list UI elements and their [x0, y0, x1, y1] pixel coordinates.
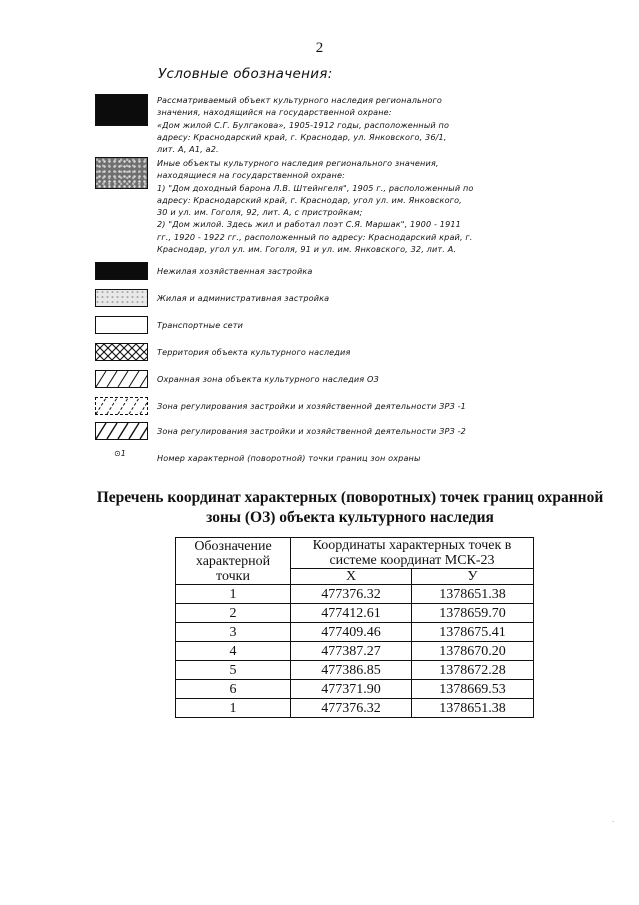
- cell-y: 1378675.41: [412, 623, 534, 642]
- legend-swatch-black: [95, 262, 148, 280]
- legend-text: Зона регулирования застройки и хозяйственной деятельности ЗРЗ -2: [157, 426, 466, 436]
- legend-text: Иные объекты культурного наследия регионального значения, находящиеся на государственной охране: 1) "Дом доходный барона Л.В. Штейнгеля", 1905 г., расположенный по адресу: Краснодарский край, г. Краснодар, угол ул. им. Янковского, 30 и ул. им. Гоголя, 92, лит. А, с пристройкам; 2) "Дом жилой. Здесь жил и работал поэт С.Я. Маршак", 1900 - 1911 гг., 1920 - 1922 гг., расположенный по адресу: Краснодарский край, г. Краснодар, угол ул. им. Гоголя, 91 и ул. им. Янковского, 32, лит. А.: [157, 158, 474, 255]
- legend-text: Транспортные сети: [157, 320, 244, 330]
- cell-point: 2: [176, 604, 291, 623]
- header-y: У: [412, 569, 534, 585]
- legend-text: Номер характерной (поворотной) точки границ зон охраны: [157, 453, 421, 463]
- header-x: X: [291, 569, 412, 585]
- legend-swatch-gray: [95, 157, 148, 189]
- scan-mark: ·: [612, 818, 615, 826]
- cell-x: 477376.32: [291, 699, 412, 718]
- table-row: [176, 585, 534, 604]
- legend-text: Рассматриваемый объект культурного наследия регионального значения, находящийся на государственной охране: «Дом жилой С.Г. Булгакова», 1905-1912 годы, расположенный по адресу: Краснодарский край, г. Краснодар, ул. Янковского, 36/1, лит. А, А1, а2.: [157, 95, 450, 155]
- cell-x: 477376.32: [291, 585, 412, 604]
- legend-text: Жилая и административная застройка: [157, 293, 330, 303]
- cell-y: 1378651.38: [412, 585, 534, 604]
- cell-y: 1378670.20: [412, 642, 534, 661]
- header-coordinates: Координаты характерных точек в системе координат МСК-23: [291, 538, 534, 569]
- legend-swatch-hatch: [95, 370, 148, 388]
- table-row: [176, 623, 534, 642]
- coordinates-list-title-line: Перечень координат характерных (поворотных) точек границ охранной: [96, 489, 604, 506]
- coordinates-table: [175, 537, 534, 718]
- table-row: [176, 699, 534, 718]
- cell-point: 6: [176, 680, 291, 699]
- cell-y: 1378659.70: [412, 604, 534, 623]
- legend-swatch-light: [95, 289, 148, 307]
- cell-y: 1378669.53: [412, 680, 534, 699]
- page-number: 2: [315, 40, 324, 56]
- legend-swatch-bold-hatch: [95, 422, 148, 440]
- cell-y: 1378651.38: [412, 699, 534, 718]
- coordinates-list-title-line: зоны (ОЗ) объекта культурного наследия: [206, 509, 494, 526]
- table-row: [176, 604, 534, 623]
- legend-text: Охранная зона объекта культурного наследия ОЗ: [157, 374, 379, 384]
- cell-point: 4: [176, 642, 291, 661]
- coordinates-list-title: [80, 488, 620, 528]
- legend-title: Условные обозначения:: [158, 66, 333, 82]
- cell-x: 477412.61: [291, 604, 412, 623]
- legend-text: Территория объекта культурного наследия: [157, 347, 351, 357]
- legend-swatch-dashed-hatch: [95, 397, 148, 415]
- cell-x: 477371.90: [291, 680, 412, 699]
- cell-point: 3: [176, 623, 291, 642]
- cell-point: 1: [176, 585, 291, 604]
- cell-y: 1378672.28: [412, 661, 534, 680]
- cell-x: 477409.46: [291, 623, 412, 642]
- header-point: Обозначение характерной точки: [176, 538, 291, 585]
- cell-x: 477387.27: [291, 642, 412, 661]
- legend-text: Зона регулирования застройки и хозяйственной деятельности ЗРЗ -1: [157, 401, 466, 411]
- legend-swatch-crosshatch: [95, 343, 148, 361]
- cell-point: 1: [176, 699, 291, 718]
- legend-swatch-white: [95, 316, 148, 334]
- cell-x: 477386.85: [291, 661, 412, 680]
- table-row: [176, 661, 534, 680]
- table-header-row: [176, 538, 534, 569]
- table-row: [176, 642, 534, 661]
- cell-point: 5: [176, 661, 291, 680]
- legend-text: Нежилая хозяйственная застройка: [157, 266, 313, 276]
- table-row: [176, 680, 534, 699]
- legend-swatch-black: [95, 94, 148, 126]
- point-marker-icon: ⊙1: [114, 449, 126, 458]
